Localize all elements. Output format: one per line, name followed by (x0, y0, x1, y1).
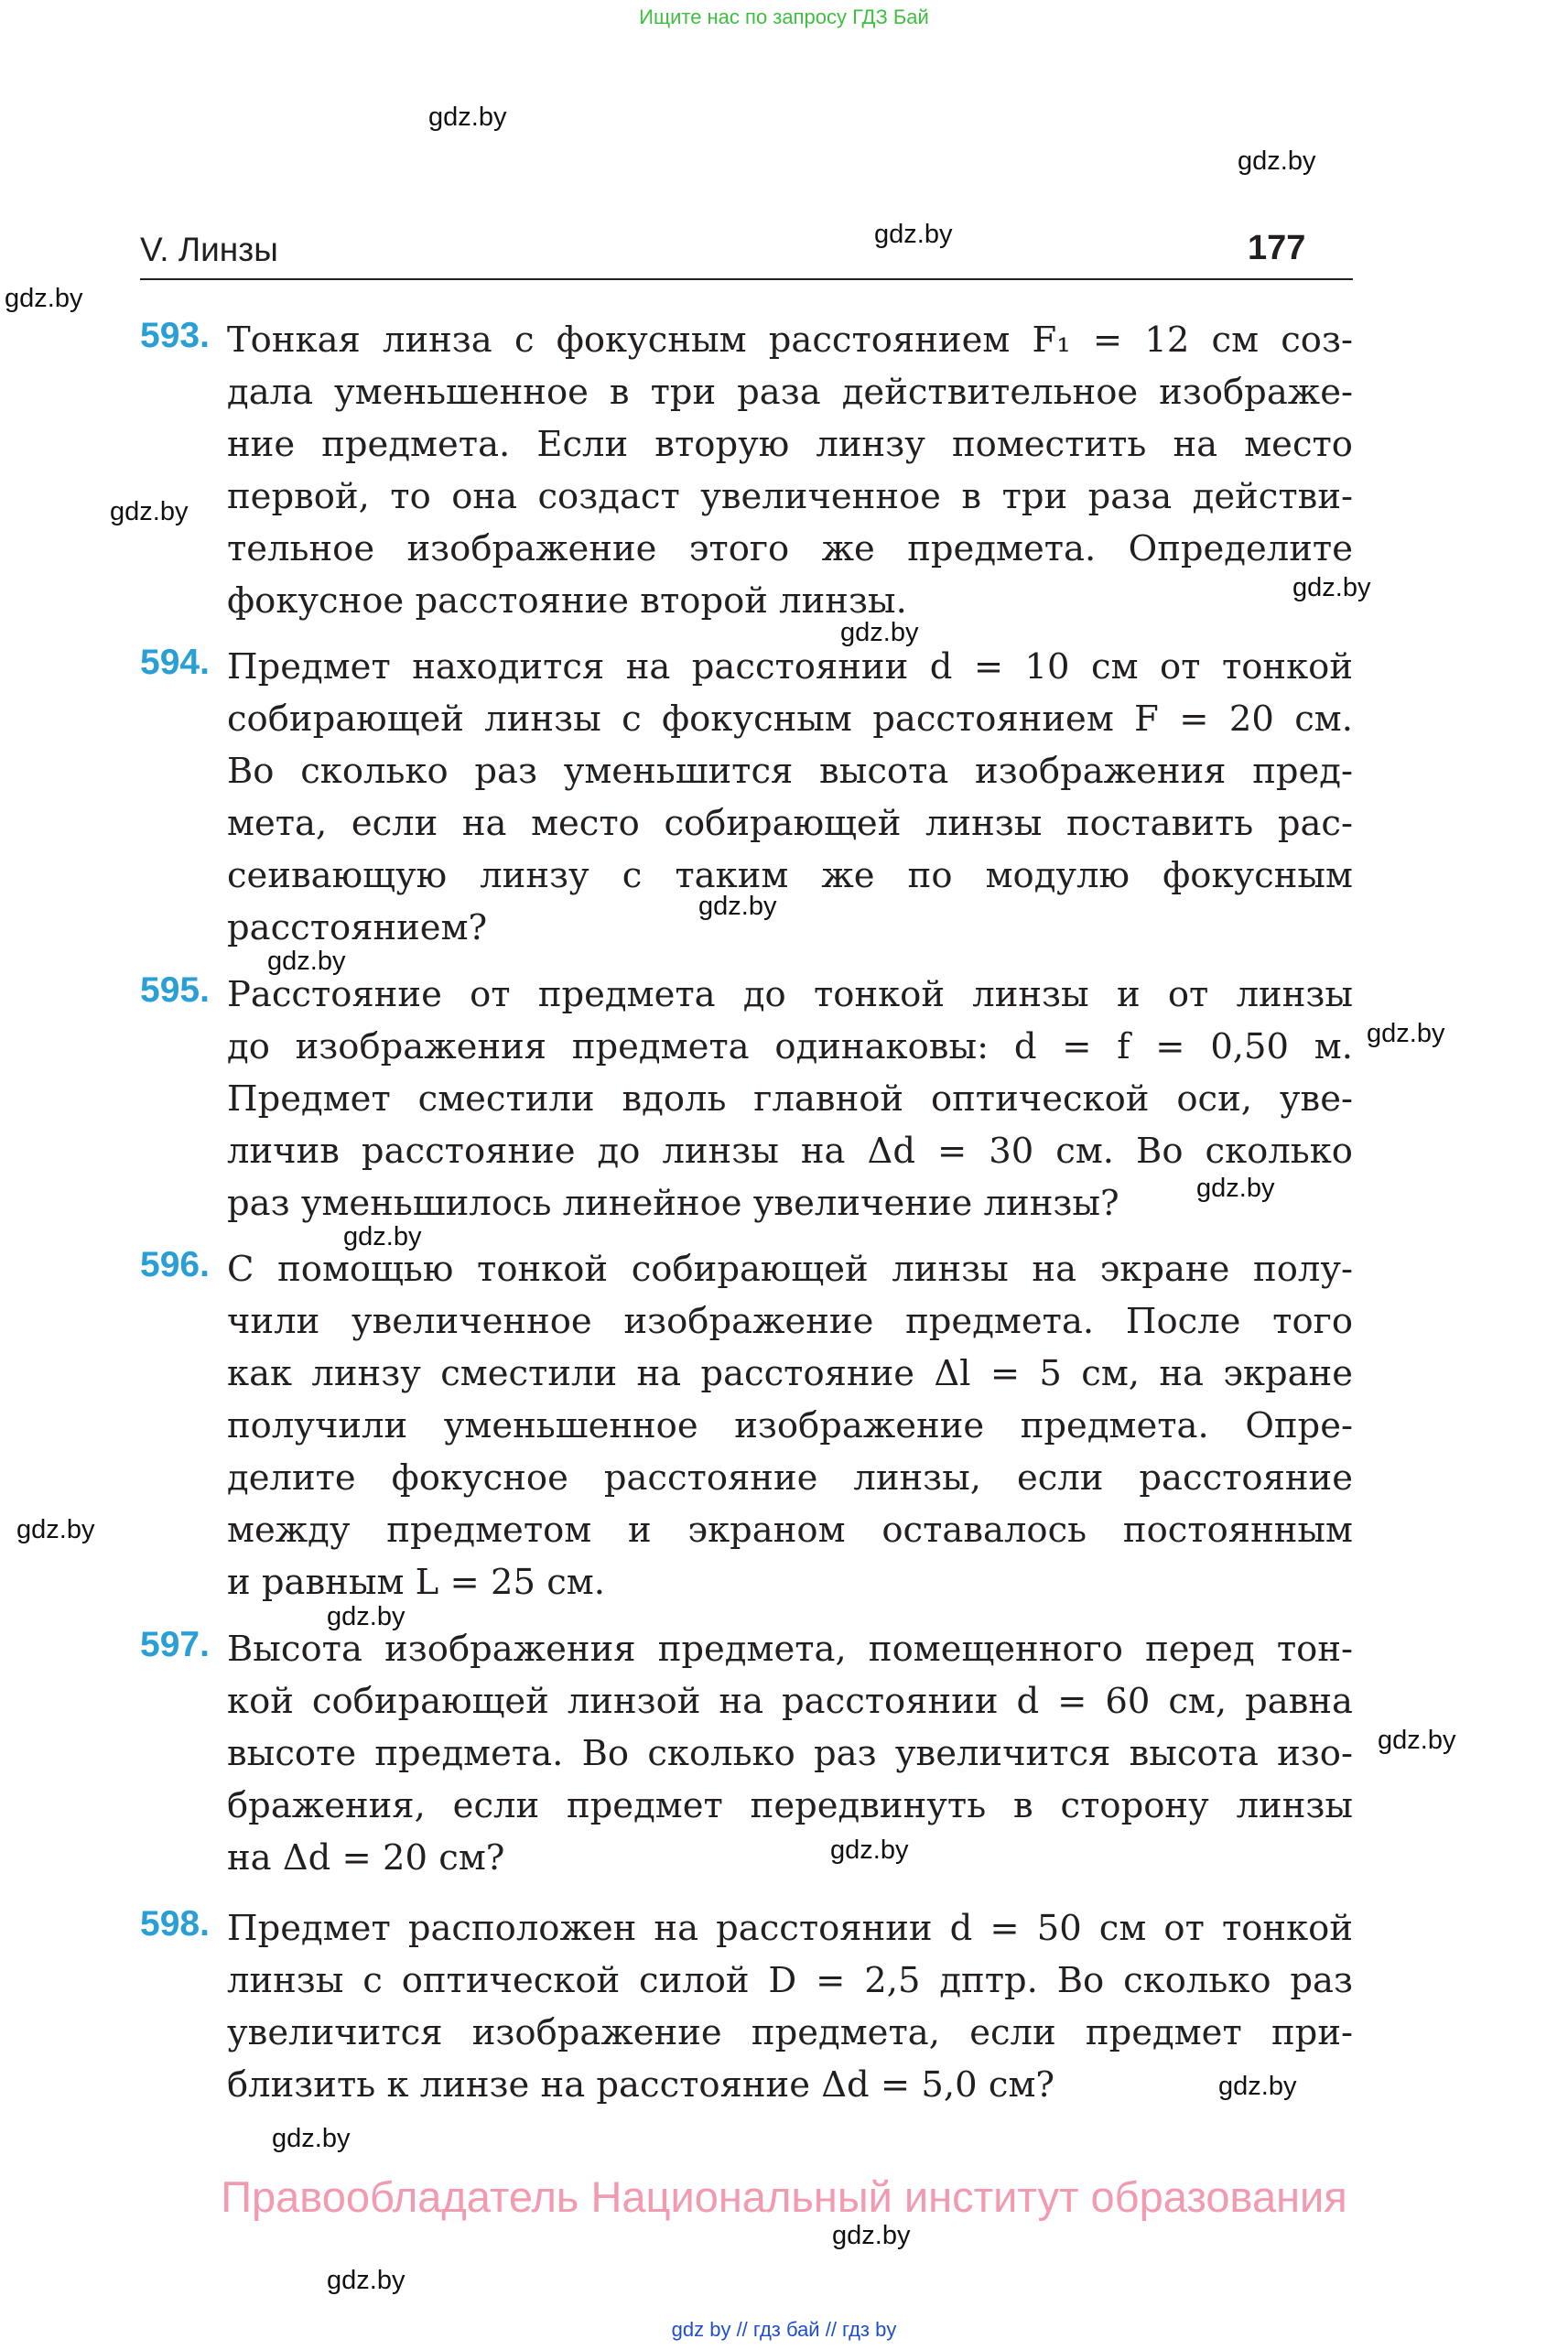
problem-text-line: мета, если на место собирающей линзы поставить рас- (227, 803, 1353, 844)
problem-text-line: и равным L = 25 см. (227, 1562, 605, 1603)
watermark: gdz.by (1238, 146, 1316, 176)
watermark: gdz.by (874, 220, 953, 249)
problem-text-line: С помощью тонкой собирающей линзы на экране полу- (227, 1249, 1353, 1290)
problem-text-line: Предмет расположен на расстоянии d = 50 см от тонкой (227, 1908, 1353, 1949)
watermark: gdz.by (1196, 1174, 1275, 1203)
watermark: gdz.by (343, 1222, 422, 1251)
problem-text-line: раз уменьшилось линейное увеличение линзы? (227, 1183, 1119, 1224)
page-number: 177 (1248, 229, 1306, 267)
watermark: gdz.by (428, 103, 507, 132)
problem-number: 598. (140, 1904, 210, 1944)
watermark: gdz.by (1292, 573, 1371, 602)
copyright-notice: Правообладатель Национальный институт образования (221, 2172, 1347, 2221)
problem-text-line: тельное изображение этого же предмета. Определите (227, 528, 1353, 569)
problem-text-line: кой собирающей линзой на расстоянии d = 60 см, равна (227, 1681, 1353, 1722)
problem-text-line: чили увеличенное изображение предмета. После того (227, 1301, 1353, 1342)
problem-text-line: линзы с оптической силой D = 2,5 дптр. Во сколько раз (227, 1960, 1353, 2001)
watermark: gdz.by (1218, 2072, 1297, 2101)
problem-text-line: бражения, если предмет передвинуть в сторону линзы (227, 1785, 1353, 1826)
problem-text-line: близить к линзе на расстояние Δd = 5,0 см? (227, 2064, 1055, 2106)
problem-text-line: сеивающую линзу с таким же по модулю фокусным (227, 855, 1353, 896)
problem-text-line: делите фокусное расстояние линзы, если расстояние (227, 1457, 1353, 1499)
problem-text-line: Тонкая линза с фокусным расстоянием F₁ = 12 см соз- (227, 319, 1353, 361)
problem-text-line: собирающей линзы с фокусным расстоянием F = 20 см. (227, 699, 1353, 740)
problem-text-line: Во сколько раз уменьшится высота изображения пред- (227, 751, 1353, 792)
footer-links[interactable]: gdz by // гдз бай // гдз by (671, 2318, 897, 2341)
header-divider (140, 278, 1353, 280)
problem-text-line: Расстояние от предмета до тонкой линзы и от линзы (227, 974, 1353, 1015)
problem-text-line: личив расстояние до линзы на Δd = 30 см. Во сколько (227, 1131, 1353, 1172)
watermark: gdz.by (830, 1836, 909, 1865)
problem-text-line: как линзу сместили на расстояние Δl = 5 см, на экране (227, 1353, 1353, 1394)
problem-text-line: Высота изображения предмета, помещенного перед тон- (227, 1629, 1353, 1670)
watermark: gdz.by (5, 284, 83, 313)
problem-text-line: Предмет находится на расстоянии d = 10 см от тонкой (227, 646, 1353, 688)
problem-number: 596. (140, 1245, 210, 1284)
watermark: gdz.by (1367, 1019, 1445, 1048)
problem-text-line: первой, то она создаст увеличенное в три раза действи- (227, 476, 1353, 517)
chapter-title: V. Линзы (140, 231, 278, 268)
problem-number: 597. (140, 1625, 210, 1664)
problem-text-line: получили уменьшенное изображение предмета. Опре- (227, 1405, 1353, 1446)
problem-text-line: фокусное расстояние второй линзы. (227, 580, 907, 622)
watermark: gdz.by (832, 2221, 911, 2250)
problem-text-line: Предмет сместили вдоль главной оптической оси, уве- (227, 1078, 1353, 1120)
top-search-note: Ищите нас по запросу ГДЗ Бай (639, 5, 929, 28)
problem-text-line: на Δd = 20 см? (227, 1837, 505, 1879)
problem-number: 595. (140, 970, 210, 1010)
problem-text-line: между предметом и экраном оставалось постоянным (227, 1510, 1353, 1551)
problem-text-line: увеличится изображение предмета, если предмет при- (227, 2012, 1353, 2053)
watermark: gdz.by (840, 618, 919, 647)
problem-text-line: дала уменьшенное в три раза действительное изображе- (227, 372, 1353, 413)
watermark: gdz.by (272, 2124, 351, 2153)
watermark: gdz.by (327, 2266, 406, 2295)
watermark: gdz.by (327, 1602, 406, 1631)
watermark: gdz.by (698, 892, 777, 921)
watermark: gdz.by (16, 1515, 95, 1544)
problem-text-line: высоте предмета. Во сколько раз увеличится высота изо- (227, 1733, 1353, 1774)
watermark: gdz.by (110, 497, 189, 526)
watermark: gdz.by (1378, 1726, 1456, 1755)
problem-text-line: до изображения предмета одинаковы: d = f = 0,50 м. (227, 1026, 1353, 1067)
problem-number: 593. (140, 316, 210, 355)
watermark: gdz.by (267, 947, 346, 976)
problem-text-line: расстоянием? (227, 907, 488, 948)
problem-text-line: ние предмета. Если вторую линзу поместить на место (227, 424, 1353, 465)
problem-number: 594. (140, 643, 210, 682)
